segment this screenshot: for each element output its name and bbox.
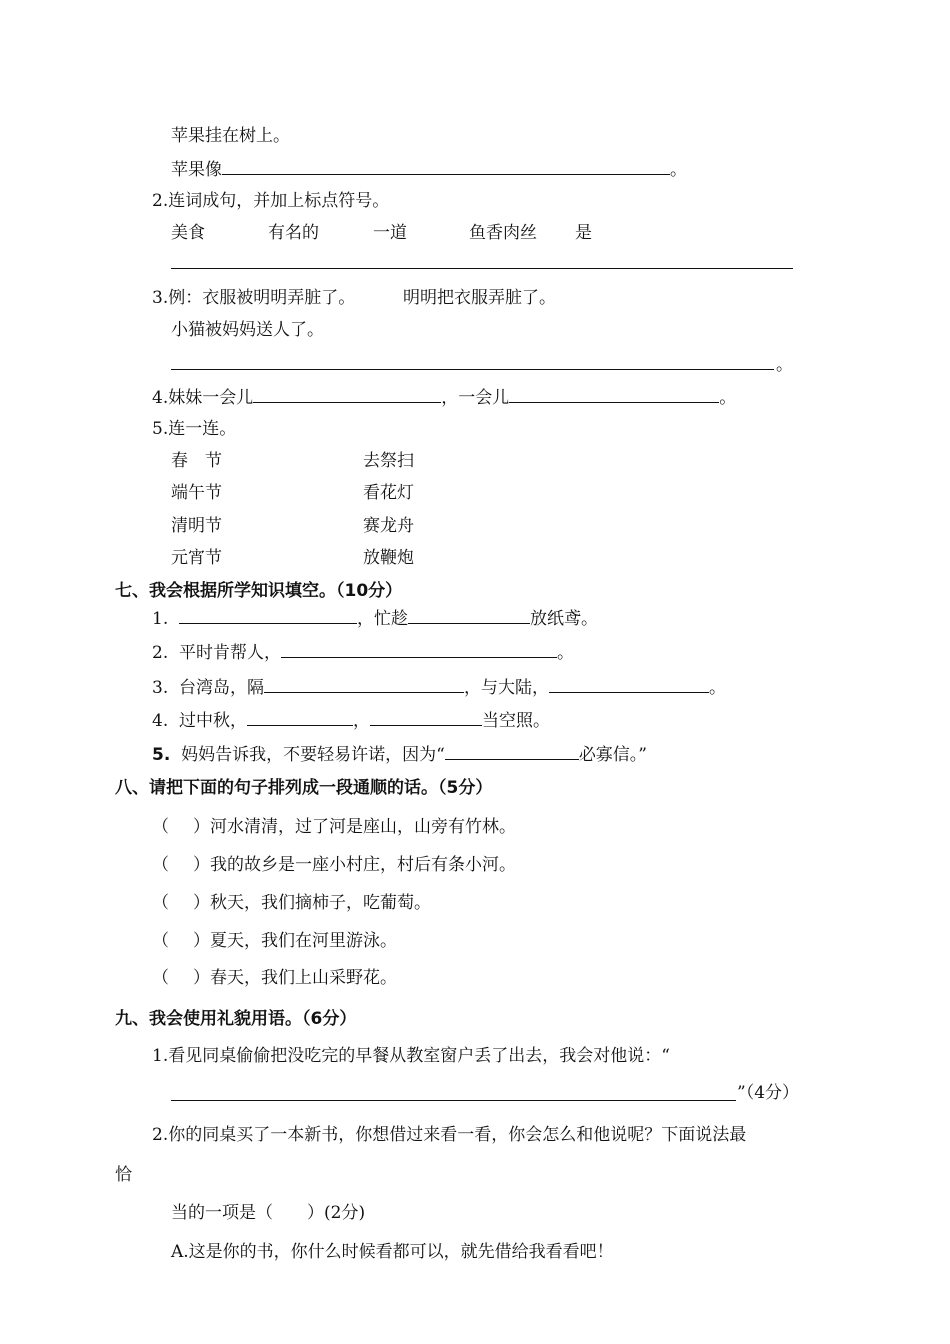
q5-right-3: 赛龙舟 [363, 516, 414, 536]
s7-item-5-text-2: 必寡信。” [578, 745, 648, 765]
q3-end: 。 [776, 355, 793, 375]
s8-paren-open: （ [152, 931, 169, 951]
s7-item-3 [152, 675, 726, 699]
s8-sentence-3 [152, 892, 431, 914]
q4-line [152, 385, 736, 409]
s8-sentence-4 [152, 930, 397, 952]
s7-item-1-text-1: ，忙趁 [357, 609, 409, 629]
q2-word-3: 一道 [373, 223, 407, 243]
s7-item-2-num: 2. [152, 643, 169, 663]
s7-item-2-blank[interactable] [281, 640, 557, 658]
s8-paren-open: （ [152, 817, 169, 837]
s7-item-4-text-3: 当空照。 [482, 711, 551, 731]
s9-q2-line-3: 当的一项是（ ）(2分) [171, 1203, 366, 1223]
s8-sentence-5 [152, 967, 397, 989]
s8-paren-close: ） [193, 968, 210, 988]
s9-q2-line-2: 恰 [115, 1165, 132, 1185]
apple-end: 。 [670, 160, 687, 180]
s7-item-1-blank-1[interactable] [179, 606, 357, 624]
q2-word-5: 是 [575, 223, 592, 243]
s7-item-4-text-1: 过中秋， [179, 711, 248, 731]
q4-end: 。 [719, 388, 737, 408]
s8-paren-open: （ [152, 893, 169, 913]
s7-item-2-text-1: 平时肯帮人， [179, 643, 282, 663]
s8-paren-close: ） [193, 893, 210, 913]
s8-paren-open: （ [152, 968, 169, 988]
s7-item-1-num: 1. [152, 609, 169, 629]
q5-left-1: 春 节 [171, 451, 222, 471]
q5-right-1: 去祭扫 [363, 451, 414, 471]
apple-prompt: 苹果像 [171, 160, 222, 180]
s7-item-4-blank-1[interactable] [247, 708, 353, 726]
s7-item-3-text-3: 。 [709, 678, 727, 698]
s7-item-5 [152, 742, 647, 766]
q5-right-2: 看花灯 [363, 483, 414, 503]
s8-heading: 八、请把下面的句子排列成一段通顺的话。（5分） [115, 778, 493, 798]
q4-blank-1[interactable] [253, 385, 441, 403]
q2-answer-line[interactable] [171, 268, 793, 269]
s9-q1-end: ”（4分） [737, 1083, 800, 1103]
s7-item-3-blank-2[interactable] [549, 675, 709, 693]
q5-title: 5.连一连。 [152, 419, 237, 439]
s8-sentence-2 [152, 854, 516, 876]
s9-q2-line-1: 2.你的同桌买了一本新书，你想借过来看一看，你会怎么和他说呢？下面说法最 [152, 1125, 747, 1145]
q5-left-4: 元宵节 [171, 548, 222, 568]
q3-answer-line[interactable] [171, 369, 774, 370]
s7-item-4-num: 4. [152, 711, 169, 731]
q2-title: 2.连词成句，并加上标点符号。 [152, 191, 390, 211]
s7-heading: 七、我会根据所学知识填空。（10分） [115, 581, 403, 601]
q4-start: 4.妹妹一会儿 [152, 388, 254, 408]
s8-sentence-text: 夏天，我们在河里游泳。 [210, 931, 397, 951]
s7-item-4-text-2: ， [353, 711, 371, 731]
s9-option-a[interactable]: A.这是你的书，你什么时候看都可以，就先借给我看看吧！ [171, 1242, 614, 1262]
s8-paren-close: ） [193, 855, 210, 875]
s9-q1-text: 1.看见同桌偷偷把没吃完的早餐从教室窗户丢了出去，我会对他说：“ [152, 1046, 670, 1066]
s8-sentence-text: 秋天，我们摘柿子，吃葡萄。 [210, 893, 431, 913]
q5-right-4: 放鞭炮 [363, 548, 414, 568]
s7-item-5-num: 5. [152, 745, 171, 765]
s7-item-3-num: 3. [152, 678, 169, 698]
apple-given: 苹果挂在树上。 [171, 126, 290, 146]
q2-word-1: 美食 [171, 223, 205, 243]
apple-answer-blank[interactable] [222, 157, 670, 175]
q3-example: 明明把衣服弄脏了。 [403, 288, 556, 308]
s8-sentence-text: 我的故乡是一座小村庄，村后有条小河。 [210, 855, 516, 875]
s9-q1-answer-line[interactable] [171, 1100, 736, 1101]
s8-paren-close: ） [193, 817, 210, 837]
s9-heading: 九、我会使用礼貌用语。（6分） [115, 1009, 357, 1029]
apple-simile [171, 157, 687, 181]
q5-left-2: 端午节 [171, 483, 222, 503]
q3-title: 3.例：衣服被明明弄脏了。 [152, 288, 356, 308]
s7-item-2 [152, 640, 574, 664]
q4-mid: ，一会儿 [441, 388, 510, 408]
s8-sentence-1 [152, 816, 516, 838]
q3-given: 小猫被妈妈送人了。 [171, 320, 324, 340]
q2-word-2: 有名的 [268, 223, 319, 243]
q5-left-3: 清明节 [171, 516, 222, 536]
s7-item-1-text-2: 放纸鸢。 [530, 609, 599, 629]
s7-item-4-blank-2[interactable] [370, 708, 482, 726]
s8-paren-close: ） [193, 931, 210, 951]
s8-sentence-text: 春天，我们上山采野花。 [210, 968, 397, 988]
q4-blank-2[interactable] [509, 385, 719, 403]
s7-item-1-blank-2[interactable] [408, 606, 530, 624]
s7-item-1 [152, 606, 598, 630]
s7-item-3-blank-1[interactable] [264, 675, 464, 693]
s7-item-5-blank[interactable] [445, 742, 579, 760]
s7-item-3-text-1: 台湾岛，隔 [179, 678, 265, 698]
s8-sentence-text: 河水清清，过了河是座山，山旁有竹林。 [210, 817, 516, 837]
s7-item-3-text-2: ，与大陆， [464, 678, 550, 698]
s7-item-4 [152, 708, 550, 732]
s8-paren-open: （ [152, 855, 169, 875]
s7-item-5-text-1: 妈妈告诉我，不要轻易许诺，因为“ [181, 745, 445, 765]
q2-word-4: 鱼香肉丝 [469, 223, 537, 243]
s7-item-2-text-2: 。 [557, 643, 575, 663]
